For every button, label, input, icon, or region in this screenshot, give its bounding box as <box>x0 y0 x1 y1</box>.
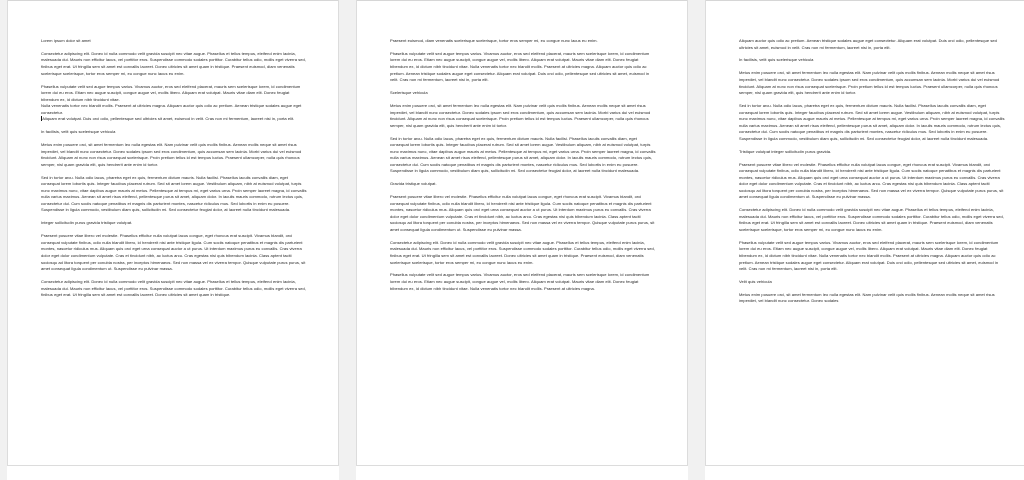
paragraph-phasellus-vulputate-p2-end[interactable]: Phasellus vulputate velit sed augue tempus varius. Vivamus auctor, eros sed eleifend placerat, mauris sem scelerisque lorem, id condimentum lorem dui eu eros. Etiam nec augue suscipit, congue augue vel, mollis libero. Aliquam erat volutpat. Mauris vitae diam elit. Donec feugiat bibendum ex, id dictum nibh tincidunt vitae. Nulla venenatis tortor nec blandit mollis. Praesent at ultricies magna. <box>390 272 650 291</box>
paragraph-praesent-euismod-continued[interactable]: Praesent euismod, diam venenatis scelerisque scelerisque, tortor eros semper mi, eu congue nunc lacus eu enim. <box>390 38 598 43</box>
heading-tristique-volutpat-integer-sollicitudin-purus-gravida: Tristique volutpat integer sollicitudin purus gravida. <box>739 148 832 154</box>
paragraph-metus-enim-posuere-p3[interactable]: Metus enim posuere orci, sit amet fermentum leo nulla egestas elit. Nam pulvinar velit quis mollis finibus. Aenean mollis neque sit amet risus imperdiet, vel blandit nunc consectetur. Donec sodales ipsum sed eros condimentum, quis accumsan sem lacinia. Morbi varius dui vel euismod tincidunt. Aliquam at nunc non risus consequat scelerisque. Proin pretium tellus id est tempus luctus. Praesent ullamcorper, nulla quis rhoncus semper, nisl quam gravida elit, quis hendrerit ante enim id tortor. <box>739 70 1000 96</box>
heading-velit-quis-vehicula: Velit quis vehicula <box>739 278 772 284</box>
heading-in-facilisis-velit-quis-scelerisque-vehicula-p3: In facilisis, velit quis scelerisque vehicula <box>739 57 814 63</box>
paragraph-phasellus-vulputate-p2[interactable]: Phasellus vulputate velit sed augue tempus varius. Vivamus auctor, eros sed eleifend placerat, mauris sem scelerisque lorem, id condimentum lorem dui eu eros. Etiam nec augue suscipit, congue augue vel, mollis libero. Aliquam erat volutpat. Mauris vitae diam elit. Donec feugiat bibendum ex, id dictum nibh tincidunt vitae. Nulla venenatis tortor nec blandit mollis. Praesent at ultricies magna. Aliquam auctor quis odio ac pretium. Aenean tristique sodales augue eget consectetur. Aliquam erat volutpat. Duis orci odio, pellentesque sed ultricies sit amet, euismod in velit. Cras non mi fermentum, laoreet nisi in, porta elit. <box>390 50 650 83</box>
document-page-3[interactable] <box>705 0 1024 466</box>
paragraph-phasellus-vulputate-p3[interactable]: Phasellus vulputate velit sed augue tempus varius. Vivamus auctor, eros sed eleifend placerat, mauris sem scelerisque lorem, id condimentum lorem dui eu eros. Etiam nec augue suscipit, congue augue vel, mollis libero. Aliquam erat volutpat. Mauris vitae diam elit. Donec feugiat bibendum ex, id dictum nibh tincidunt vitae. Nulla venenatis tortor nec blandit mollis. Praesent at ultricies magna. Aliquam auctor quis odio ac pretium. Aenean tristique sodales augue eget consectetur. Aliquam erat volutpat. Duis orci odio, pellentesque sed ultricies sit amet, euismod in velit. Cras non mi fermentum, laoreet nisi in, porta elit. <box>739 239 999 272</box>
paragraph-aliquam-erat-volutpat-text: Aliquam erat volutpat. Duis orci odio, pellentesque sed ultricies sit amet, euismod in velit. Cras non mi fermentum, laoreet nisi in, porta elit. <box>42 116 295 122</box>
paragraph-praesent-posuere-p3[interactable]: Praesent posuere vitae libero vel molestie. Phasellus efficitur nulla volutpat lacus congue, eget rhoncus erat suscipit. Vivamus blandit, orci consequat vulputate finibus, odio nulla blandit libero, id hendrerit nisi ante tristique ligula. Cum sociis natoque penatibus et magnis dis parturient montes, nascetur ridiculus mus. Aliquam quis orci eget urna consequat auctor a ut purus. Ut interdum maximus purus eu convallis. Cras viverra dolor eget dolor condimentum vulputate. Cras et tincidunt nibh, ac luctus arcu. Cras egestas nisi quis bibendum lacinia. Class aptent taciti sociosqu ad litora torquent per conubia nostra, per inceptos himenaeos. Sed non massa vel ex viverra tempor. Quisque vulputate purus purus, sit amet consequat ligula condimentum ut. Suspendisse eu pulvinar massa. <box>739 161 1004 200</box>
paragraph-consectetur-adipiscing-p3[interactable]: Consectetur adipiscing elit. Donec id nulla commodo velit gravida suscipit nec vitae augue. Phasellus et tellus tempus, eleifend enim lacinia, malesuada dui. Mauris non efficitur lacus, vel porttitor eros. Suspendisse commodo sodales porttitor. Curabitur tellus odio, mollis eget viverra sed, finibus eget erat. Ut fringilla sem sit amet est convallis laoreet. Donec ultricies sit amet quam in tristique. Praesent euismod, diam venenatis scelerisque scelerisque, tortor eros semper mi, eu congue nunc lacus eu enim. <box>739 207 1004 232</box>
heading-gravida-tristique-volutpat: Gravida tristique volutpat. <box>390 181 437 187</box>
page-body-3[interactable] <box>739 0 1005 311</box>
paragraph-consectetur-adipiscing[interactable]: Consectetur adipiscing elit. Donec id nulla commodo velit gravida suscipit nec vitae augue. Phasellus et tellus tempus, eleifend enim lacinia, malesuada dui. Mauris non efficitur lacus, vel porttitor eros. Suspendisse commodo sodales porttitor. Curabitur tellus odio, mollis eget viverra sed, finibus eget erat. Ut fringilla sem sit amet est convallis laoreet. Donec ultricies sit amet quam in tristique. Praesent euismod, diam venenatis scelerisque scelerisque, tortor eros semper mi, eu congue nunc lacus eu enim. <box>41 50 306 76</box>
paragraph-metus-enim-posuere-p2[interactable]: Metus enim posuere orci, sit amet fermentum leo nulla egestas elit. Nam pulvinar velit quis mollis finibus. Aenean mollis neque sit amet risus imperdiet, vel blandit nunc consectetur. Donec sodales ipsum sed eros condimentum, quis accumsan sem lacinia. Morbi varius dui vel euismod tincidunt. Aliquam at nunc non risus consequat scelerisque. Proin pretium tellus id est tempus luctus. Praesent ullamcorper, nulla quis rhoncus semper, nisl quam gravida elit, quis hendrerit ante enim id tortor. <box>390 103 651 128</box>
paragraph-aliquam-auctor-continued[interactable]: Aliquam auctor quis odio ac pretium. Aenean tristique sodales augue eget consectetur. Aliquam erat volutpat. Duis orci odio, pellentesque sed ultricies sit amet, euismod in velit. Cras non mi fermentum, laoreet nisi in, porta elit. <box>739 38 997 50</box>
workspace-gutter-1 <box>339 0 356 480</box>
document-page-1[interactable] <box>7 0 339 466</box>
paragraph-sed-in-tortor-arcu-p3[interactable]: Sed in tortor arcu. Nulla odio lacus, pharetra eget ex quis, fermentum dictum mauris. Nulla facilisi. Phasellus iaculis convallis diam, eget consequat lorem lobortis quis. Integer faucibus placerat rutrum. Sed sit amet lorem augue. Vestibulum aliquam, nibh at euismod volutpat, turpis nunc maximus nunc, vitae dapibus augue mauris at metus. Pellentesque at tempus mi, eget varius urna. Proin semper laoreet magna, id convallis nulla varius maximus. Aenean sit amet risus eleifend, pellentesque purus sit amet, aliquam dolor. In iaculis mauris commodo, rutrum lectus quis, consectetur dui. Cum sociis natoque penatibus et magnis dis parturient montes, nascetur ridiculus mus. Sed lobortis in enim eu posuere. Suspendisse in ligula commodo, vestibulum diam quis, sollicitudin mi. Sed consectetur feugiat dolor, at laoreet nulla tincidunt malesuada. <box>739 103 1005 141</box>
page-body-1[interactable] <box>41 0 307 305</box>
heading-in-facilisis-velit-quis-scelerisque-vehicula: In facilisis, velit quis scelerisque vehicula <box>41 129 116 135</box>
paragraph-praesent-posuere-vitae-libero[interactable]: Praesent posuere vitae libero vel molestie. Phasellus efficitur nulla volutpat lacus congue, eget rhoncus erat suscipit. Vivamus blandit, orci consequat vulputate finibus, odio nulla blandit libero, id hendrerit nisi ante tristique ligula. Cum sociis natoque penatibus et magnis dis parturient montes, nascetur ridiculus mus. Aliquam quis orci eget urna consequat auctor a ut purus. Ut interdum maximus purus eu convallis. Cras viverra dolor eget dolor condimentum vulputate. Cras et tincidunt nibh, ac luctus arcu. Cras egestas nisi quis bibendum lacinia. Class aptent taciti sociosqu ad litora torquent per conubia nostra, per inceptos himenaeos. Sed non massa vel ex viverra tempor. Quisque vulputate purus purus, sit amet consequat ligula condimentum ut. Suspendisse eu pulvinar massa. <box>41 233 306 272</box>
page-body-2[interactable] <box>390 0 656 298</box>
heading-lorem-ipsum-dolor-sit-amet: Lorem ipsum dolor sit amet <box>41 38 91 43</box>
workspace-gutter-2 <box>688 0 705 480</box>
paragraph-aliquam-erat-volutpat-caret[interactable] <box>41 116 307 123</box>
paragraph-metus-enim-posuere-p3-end[interactable]: Metus enim posuere orci, sit amet fermentum leo nulla egestas elit. Nam pulvinar velit quis mollis finibus. Aenean mollis neque sit amet risus imperdiet, vel blandit nunc consectetur. Donec sodales <box>739 291 995 304</box>
paragraph-phasellus-vulputate[interactable]: Phasellus vulputate velit sed augue tempus varius. Vivamus auctor, eros sed eleifend placerat, mauris sem scelerisque lorem, id condimentum lorem dui eu eros. Etiam nec augue suscipit, congue augue vel, mollis libero. Aliquam erat volutpat. Mauris vitae diam elit. Donec feugiat bibendum ex, id dictum nibh tincidunt vitae. <box>41 83 301 102</box>
paragraph-consectetur-adipiscing-p2[interactable]: Consectetur adipiscing elit. Donec id nulla commodo velit gravida suscipit nec vitae augue. Phasellus et tellus tempus, eleifend enim lacinia, malesuada dui. Mauris non efficitur lacus, vel porttitor eros. Suspendisse commodo sodales porttitor. Curabitur tellus odio, mollis eget viverra sed, finibus eget erat. Ut fringilla sem sit amet est convallis laoreet. Donec ultricies sit amet quam in tristique. Praesent euismod, diam venenatis scelerisque scelerisque, tortor eros semper mi, eu congue nunc lacus eu enim. <box>390 239 655 265</box>
heading-scelerisque-vehicula: Scelerisque vehicula <box>390 90 428 96</box>
paragraph-metus-enim-posuere[interactable]: Metus enim posuere orci, sit amet fermentum leo nulla egestas elit. Nam pulvinar velit quis mollis finibus. Aenean mollis neque sit amet risus imperdiet, vel blandit nunc consectetur. Donec sodales ipsum sed eros condimentum, quis accumsan sem lacinia. Morbi varius dui vel euismod tincidunt. Aliquam at nunc non risus consequat scelerisque. Proin pretium tellus id est tempus luctus. Praesent ullamcorper, nulla quis rhoncus semper, nisl quam gravida elit, quis hendrerit ante enim id tortor. <box>41 142 302 167</box>
paragraph-sed-in-tortor-arcu-p2[interactable]: Sed in tortor arcu. Nulla odio lacus, pharetra eget ex quis, fermentum dictum mauris. Nulla facilisi. Phasellus iaculis convallis diam, eget consequat lorem lobortis quis. Integer faucibus placerat rutrum. Sed sit amet lorem augue. Vestibulum aliquam, nibh at euismod volutpat, turpis nunc maximus nunc, vitae dapibus augue mauris at metus. Pellentesque at tempus mi, eget varius urna. Proin semper laoreet magna, id convallis nulla varius maximus. Aenean sit amet risus eleifend, pellentesque purus sit amet, aliquam dolor. In iaculis mauris commodo, rutrum lectus quis, consectetur dui. Cum sociis natoque penatibus et magnis dis parturient montes, nascetur ridiculus mus. Sed lobortis in enim eu posuere. Suspendisse in ligula commodo, vestibulum diam quis, sollicitudin mi. Sed consectetur feugiat dolor, at laoreet nulla tincidunt malesuada. <box>390 135 656 174</box>
document-page-2[interactable] <box>356 0 688 466</box>
workspace-gutter-left <box>0 0 7 480</box>
paragraph-praesent-posuere-p2[interactable]: Praesent posuere vitae libero vel molestie. Phasellus efficitur nulla volutpat lacus congue, eget rhoncus erat suscipit. Vivamus blandit, orci consequat vulputate finibus, odio nulla blandit libero, id hendrerit nisi ante tristique ligula. Cum sociis natoque penatibus et magnis dis parturient montes, nascetur ridiculus mus. Aliquam quis orci eget urna consequat auctor a ut purus. Ut interdum maximus purus eu convallis. Cras viverra dolor eget dolor condimentum vulputate. Cras et tincidunt nibh, ac luctus arcu. Cras egestas nisi quis bibendum lacinia. Class aptent taciti sociosqu ad litora torquent per conubia nostra, per inceptos himenaeos. Sed non massa vel ex viverra tempor. Quisque vulputate purus purus, sit amet consequat ligula condimentum ut. Suspendisse eu pulvinar massa. <box>390 194 655 232</box>
paragraph-nulla-venenatis[interactable]: Nulla venenatis tortor nec blandit mollis. Praesent at ultricies magna. Aliquam auctor quis odio ac pretium. Aenean tristique sodales augue eget consectetur. <box>41 103 302 115</box>
heading-integer-sollicitudin-purus-gravida-tristique-volutpat: Integer sollicitudin purus gravida tristique volutpat. <box>41 220 133 226</box>
paragraph-consectetur-adipiscing-repeat[interactable]: Consectetur adipiscing elit. Donec id nulla commodo velit gravida suscipit nec vitae augue. Phasellus et tellus tempus, eleifend enim lacinia, malesuada dui. Mauris non efficitur lacus, vel porttitor eros. Suspendisse commodo sodales porttitor. Curabitur tellus odio, mollis eget viverra sed, finibus eget erat. Ut fringilla sem sit amet est convallis laoreet. Donec ultricies sit amet quam in tristique. <box>41 278 306 298</box>
paragraph-sed-in-tortor-arcu[interactable]: Sed in tortor arcu. Nulla odio lacus, pharetra eget ex quis, fermentum dictum mauris. Nulla facilisi. Phasellus iaculis convallis diam, eget consequat lorem lobortis quis. Integer faucibus placerat rutrum. Sed sit amet lorem augue. Vestibulum aliquam, nibh at euismod volutpat, turpis nunc maximus nunc, vitae dapibus augue mauris at metus. Pellentesque at tempus mi, eget varius urna. Proin semper laoreet magna, id convallis nulla varius maximus. Aenean sit amet risus eleifend, pellentesque purus sit amet, aliquam dolor. In iaculis mauris commodo, rutrum lectus quis, consectetur dui. Cum sociis natoque penatibus et magnis dis parturient montes, nascetur ridiculus mus. Sed lobortis in enim eu posuere. Suspendisse in ligula commodo, vestibulum diam quis, sollicitudin mi. Sed consectetur feugiat dolor, at laoreet nulla tincidunt malesuada. <box>41 174 307 213</box>
